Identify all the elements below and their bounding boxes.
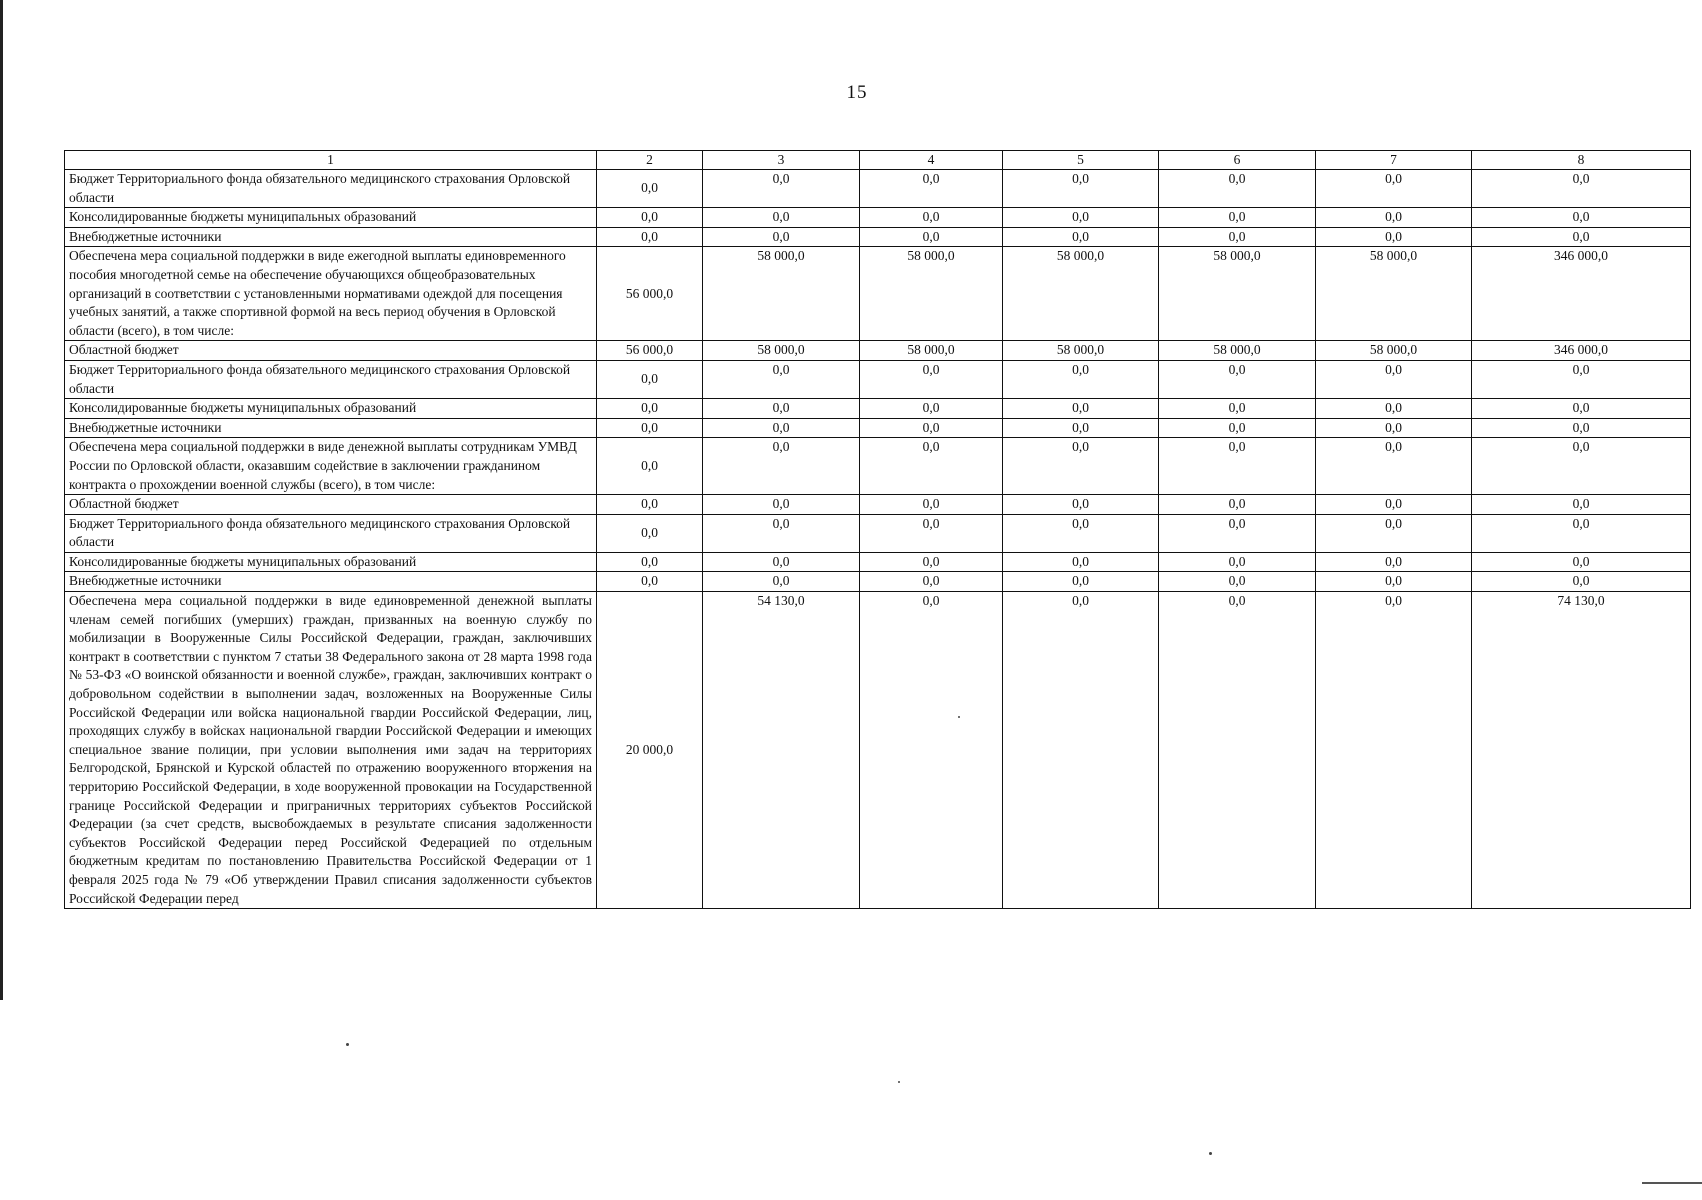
value-cell-col-8: 0,0 bbox=[1472, 514, 1691, 552]
value-cell-col-4: 0,0 bbox=[860, 227, 1003, 247]
value-cell-col-7: 0,0 bbox=[1316, 360, 1472, 398]
table-row bbox=[65, 514, 1691, 552]
table-header-row bbox=[65, 151, 1691, 170]
value-cell-col-5: 0,0 bbox=[1003, 438, 1159, 495]
value-cell-col-4: 0,0 bbox=[860, 170, 1003, 208]
value-cell-col-2: 0,0 bbox=[597, 170, 703, 208]
table-row bbox=[65, 552, 1691, 572]
value-cell-col-8: 0,0 bbox=[1472, 438, 1691, 495]
value-cell-col-8: 346 000,0 bbox=[1472, 247, 1691, 341]
value-cell-col-3: 0,0 bbox=[703, 399, 860, 419]
row-label: Обеспечена мера социальной поддержки в виде денежной выплаты сотрудникам УМВД России по Орловской области, оказавшим содействие в заключении гражданином контракта о прохождении военной службы (всего), в том числе: bbox=[65, 438, 597, 495]
value-cell-col-2: 0,0 bbox=[597, 495, 703, 515]
header-cell: 1 bbox=[65, 151, 597, 170]
value-cell-col-8: 346 000,0 bbox=[1472, 341, 1691, 361]
value-cell-col-8: 0,0 bbox=[1472, 208, 1691, 228]
value-cell-col-5: 0,0 bbox=[1003, 418, 1159, 438]
value-cell-col-7: 0,0 bbox=[1316, 552, 1472, 572]
value-cell-col-8: 0,0 bbox=[1472, 495, 1691, 515]
value-cell-col-6: 0,0 bbox=[1159, 495, 1316, 515]
table-row bbox=[65, 572, 1691, 592]
value-cell-col-2: 0,0 bbox=[597, 399, 703, 419]
row-label: Внебюджетные источники bbox=[65, 227, 597, 247]
header-cell: 6 bbox=[1159, 151, 1316, 170]
value-cell-col-5: 0,0 bbox=[1003, 592, 1159, 909]
value-cell-col-4: 0,0 bbox=[860, 572, 1003, 592]
value-cell-col-5: 0,0 bbox=[1003, 572, 1159, 592]
row-label: Бюджет Территориального фонда обязательного медицинского страхования Орловской области bbox=[65, 514, 597, 552]
value-cell-col-4: 0,0 bbox=[860, 552, 1003, 572]
value-cell-col-7: 0,0 bbox=[1316, 399, 1472, 419]
value-cell-col-8: 0,0 bbox=[1472, 552, 1691, 572]
value-cell-col-2: 0,0 bbox=[597, 572, 703, 592]
table-row bbox=[65, 592, 1691, 909]
value-cell-col-7: 58 000,0 bbox=[1316, 247, 1472, 341]
value-cell-col-8: 0,0 bbox=[1472, 360, 1691, 398]
header-cell: 3 bbox=[703, 151, 860, 170]
row-label: Областной бюджет bbox=[65, 495, 597, 515]
value-cell-col-6: 0,0 bbox=[1159, 514, 1316, 552]
value-cell-col-5: 0,0 bbox=[1003, 227, 1159, 247]
value-cell-col-7: 0,0 bbox=[1316, 495, 1472, 515]
value-cell-col-5: 0,0 bbox=[1003, 495, 1159, 515]
table-row bbox=[65, 247, 1691, 341]
header-cell: 2 bbox=[597, 151, 703, 170]
value-cell-col-3: 0,0 bbox=[703, 208, 860, 228]
value-cell-col-6: 0,0 bbox=[1159, 360, 1316, 398]
value-cell-col-8: 0,0 bbox=[1472, 399, 1691, 419]
value-cell-col-3: 58 000,0 bbox=[703, 247, 860, 341]
value-cell-col-7: 58 000,0 bbox=[1316, 341, 1472, 361]
value-cell-col-4: 0,0 bbox=[860, 438, 1003, 495]
table-row bbox=[65, 438, 1691, 495]
value-cell-col-7: 0,0 bbox=[1316, 208, 1472, 228]
table-row bbox=[65, 495, 1691, 515]
value-cell-col-7: 0,0 bbox=[1316, 418, 1472, 438]
value-cell-col-3: 54 130,0 bbox=[703, 592, 860, 909]
value-cell-col-8: 0,0 bbox=[1472, 170, 1691, 208]
row-label: Консолидированные бюджеты муниципальных образований bbox=[65, 552, 597, 572]
row-label: Обеспечена мера социальной поддержки в виде ежегодной выплаты единовременного пособия многодетной семье на обеспечение обучающихся общеобразовательных организаций в соответствии с установленными нормативами одеждой для посещения учебных занятий, а также спортивной формой на весь период обучения в Орловской области (всего), в том числе: bbox=[65, 247, 597, 341]
value-cell-col-5: 58 000,0 bbox=[1003, 341, 1159, 361]
value-cell-col-2: 0,0 bbox=[597, 552, 703, 572]
value-cell-col-6: 0,0 bbox=[1159, 418, 1316, 438]
value-cell-col-6: 58 000,0 bbox=[1159, 341, 1316, 361]
value-cell-col-8: 0,0 bbox=[1472, 227, 1691, 247]
row-label: Бюджет Территориального фонда обязательного медицинского страхования Орловской области bbox=[65, 170, 597, 208]
value-cell-col-6: 0,0 bbox=[1159, 572, 1316, 592]
row-label: Обеспечена мера социальной поддержки в виде единовременной денежной выплаты членам семей погибших (умерших) граждан, призванных на военную службу по мобилизации в Вооруженные Силы Российской Федерации, граждан, заключивших контракт в соответствии с пунктом 7 статьи 38 Федерального закона от 28 марта 1998 года № 53-ФЗ «О воинской обязанности и военной службе», граждан, заключивших контракт о добровольном содействии в выполнении задач, возложенных на Вооруженные Силы Российской Федерации или войска национальной гвардии Российской Федерации, лиц, проходящих службу в войсках национальной гвардии Российской Федерации и имеющих специальное звание полиции, при условии выполнения ими задач на территориях Белгородской, Брянской и Курской областей по отражению вооруженного вторжения на территорию Российской Федерации, в ходе вооруженной провокации на Государственной границе Российской Федерации и приграничных территориях субъектов Российской Федерации (за счет средств, высвобождаемых в результате списания задолженности субъектов Российской Федерации перед Российской Федерацией по отдельным бюджетным кредитам по постановлению Правительства Российской Федерации от 1 февраля 2025 года № 79 «Об утверждении Правил списания задолженности субъектов Российской Федерации перед bbox=[65, 592, 597, 909]
value-cell-col-3: 0,0 bbox=[703, 170, 860, 208]
value-cell-col-4: 58 000,0 bbox=[860, 247, 1003, 341]
value-cell-col-8: 0,0 bbox=[1472, 418, 1691, 438]
value-cell-col-4: 0,0 bbox=[860, 514, 1003, 552]
value-cell-col-6: 0,0 bbox=[1159, 170, 1316, 208]
value-cell-col-2: 56 000,0 bbox=[597, 341, 703, 361]
header-cell: 8 bbox=[1472, 151, 1691, 170]
scan-speck bbox=[346, 1043, 349, 1046]
value-cell-col-5: 58 000,0 bbox=[1003, 247, 1159, 341]
scan-speck bbox=[1209, 1152, 1212, 1155]
table-row bbox=[65, 208, 1691, 228]
value-cell-col-8: 0,0 bbox=[1472, 572, 1691, 592]
row-label: Бюджет Территориального фонда обязательного медицинского страхования Орловской области bbox=[65, 360, 597, 398]
value-cell-col-6: 0,0 bbox=[1159, 438, 1316, 495]
value-cell-col-8: 74 130,0 bbox=[1472, 592, 1691, 909]
value-cell-col-2: 0,0 bbox=[597, 514, 703, 552]
value-cell-col-3: 0,0 bbox=[703, 418, 860, 438]
table-row bbox=[65, 341, 1691, 361]
row-label: Консолидированные бюджеты муниципальных образований bbox=[65, 208, 597, 228]
table-row bbox=[65, 170, 1691, 208]
value-cell-col-3: 0,0 bbox=[703, 438, 860, 495]
value-cell-col-7: 0,0 bbox=[1316, 514, 1472, 552]
value-cell-col-6: 0,0 bbox=[1159, 592, 1316, 909]
value-cell-col-4: 0,0 bbox=[860, 418, 1003, 438]
value-cell-col-7: 0,0 bbox=[1316, 592, 1472, 909]
table-row bbox=[65, 399, 1691, 419]
value-cell-col-3: 0,0 bbox=[703, 552, 860, 572]
row-label: Областной бюджет bbox=[65, 341, 597, 361]
value-cell-col-2: 0,0 bbox=[597, 360, 703, 398]
value-cell-col-2: 0,0 bbox=[597, 208, 703, 228]
value-cell-col-3: 0,0 bbox=[703, 495, 860, 515]
value-cell-col-6: 0,0 bbox=[1159, 208, 1316, 228]
value-cell-col-6: 58 000,0 bbox=[1159, 247, 1316, 341]
value-cell-col-3: 0,0 bbox=[703, 572, 860, 592]
value-cell-col-5: 0,0 bbox=[1003, 399, 1159, 419]
value-cell-col-7: 0,0 bbox=[1316, 170, 1472, 208]
value-cell-col-2: 20 000,0 bbox=[597, 592, 703, 909]
value-cell-col-7: 0,0 bbox=[1316, 572, 1472, 592]
value-cell-col-6: 0,0 bbox=[1159, 552, 1316, 572]
table-row bbox=[65, 227, 1691, 247]
value-cell-col-5: 0,0 bbox=[1003, 208, 1159, 228]
value-cell-col-7: 0,0 bbox=[1316, 227, 1472, 247]
header-cell: 7 bbox=[1316, 151, 1472, 170]
value-cell-col-3: 0,0 bbox=[703, 227, 860, 247]
value-cell-col-3: 0,0 bbox=[703, 360, 860, 398]
scan-edge-bottom bbox=[1642, 1182, 1702, 1184]
value-cell-col-5: 0,0 bbox=[1003, 552, 1159, 572]
budget-table bbox=[64, 150, 1691, 909]
value-cell-col-4: 0,0 bbox=[860, 399, 1003, 419]
row-label: Консолидированные бюджеты муниципальных образований bbox=[65, 399, 597, 419]
value-cell-col-3: 58 000,0 bbox=[703, 341, 860, 361]
value-cell-col-5: 0,0 bbox=[1003, 360, 1159, 398]
table-row bbox=[65, 418, 1691, 438]
scan-speck bbox=[898, 1081, 900, 1083]
value-cell-col-2: 56 000,0 bbox=[597, 247, 703, 341]
value-cell-col-5: 0,0 bbox=[1003, 514, 1159, 552]
value-cell-col-4: 58 000,0 bbox=[860, 341, 1003, 361]
value-cell-col-3: 0,0 bbox=[703, 514, 860, 552]
value-cell-col-2: 0,0 bbox=[597, 418, 703, 438]
header-cell: 4 bbox=[860, 151, 1003, 170]
header-cell: 5 bbox=[1003, 151, 1159, 170]
value-cell-col-5: 0,0 bbox=[1003, 170, 1159, 208]
page-number: 15 bbox=[846, 82, 868, 103]
row-label: Внебюджетные источники bbox=[65, 418, 597, 438]
value-cell-col-6: 0,0 bbox=[1159, 227, 1316, 247]
table-row bbox=[65, 360, 1691, 398]
value-cell-col-4: 0,0 bbox=[860, 592, 1003, 909]
scan-edge-left bbox=[0, 0, 3, 1000]
value-cell-col-2: 0,0 bbox=[597, 227, 703, 247]
value-cell-col-2: 0,0 bbox=[597, 438, 703, 495]
value-cell-col-7: 0,0 bbox=[1316, 438, 1472, 495]
row-label: Внебюджетные источники bbox=[65, 572, 597, 592]
value-cell-col-4: 0,0 bbox=[860, 208, 1003, 228]
value-cell-col-6: 0,0 bbox=[1159, 399, 1316, 419]
value-cell-col-4: 0,0 bbox=[860, 360, 1003, 398]
value-cell-col-4: 0,0 bbox=[860, 495, 1003, 515]
